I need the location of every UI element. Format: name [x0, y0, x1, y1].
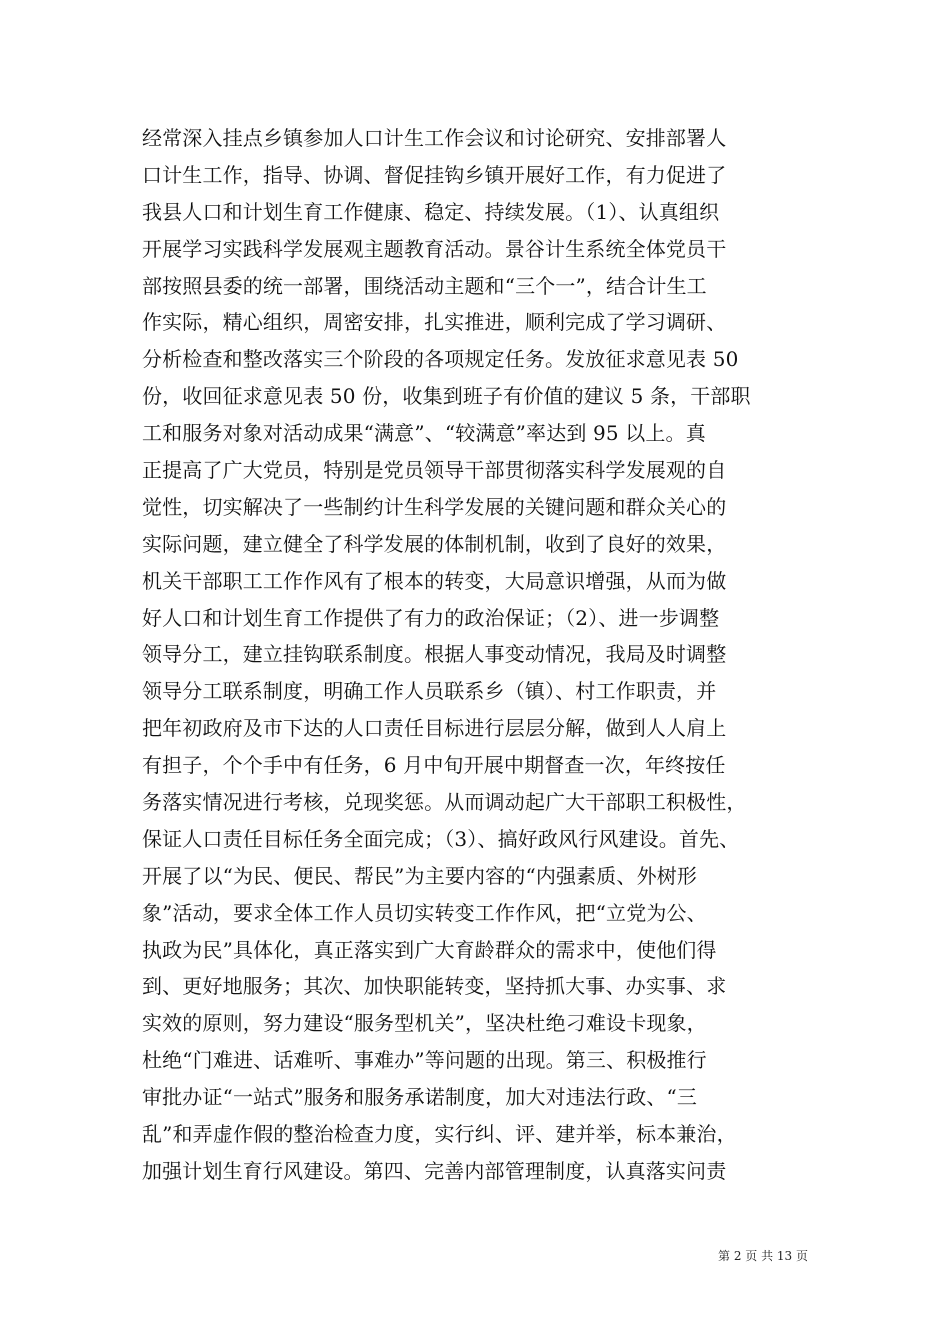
text-line: 口计生工作，指导、协调、督促挂钩乡镇开展好工作，有力促进了	[142, 162, 727, 187]
text-line: 工和服务对象对活动成果“满意”、“较满意”率达到 95 以上。真	[142, 421, 706, 446]
text-line: 务落实情况进行考核，兑现奖惩。从而调动起广大干部职工积极性，	[142, 790, 747, 815]
text-line: 领导分工，建立挂钩联系制度。根据人事变动情况，我局及时调整	[142, 642, 727, 667]
text-line: 部按照县委的统一部署，围绕活动主题和“三个一”，结合计生工	[142, 273, 707, 298]
text-line: 分析检查和整改落实三个阶段的各项规定任务。发放征求意见表 50	[142, 347, 739, 372]
body-text	[142, 120, 822, 1190]
text-line: 有担子，个个手中有任务，6 月中旬开展中期督查一次，年终按任	[142, 753, 726, 778]
text-line: 作实际，精心组织，周密安排，扎实推进，顺利完成了学习调研、	[142, 310, 727, 335]
text-line: 我县人口和计划生育工作健康、稳定、持续发展。（1）、认真组织	[142, 199, 720, 224]
text-line: 开展学习实践科学发展观主题教育活动。景谷计生系统全体党员干	[142, 236, 727, 261]
text-line: 领导分工联系制度，明确工作人员联系乡（镇）、村工作职责，并	[142, 679, 717, 704]
text-line: 到、更好地服务；其次、加快职能转变，坚持抓大事、办实事、求	[142, 974, 727, 999]
text-line: 保证人口责任目标任务全面完成；（3）、搞好政风行风建设。首先、	[142, 826, 740, 851]
text-line: 觉性，切实解决了一些制约计生科学发展的关键问题和群众关心的	[142, 494, 727, 519]
text-line: 杜绝“门难进、话难听、事难办”等问题的出现。第三、积极推行	[142, 1048, 707, 1073]
text-line: 好人口和计划生育工作提供了有力的政治保证；（2）、进一步调整	[142, 605, 720, 630]
text-line: 把年初政府及市下达的人口责任目标进行层层分解，做到人人肩上	[142, 716, 727, 741]
page-number-footer: 第 2 页 共 13 页	[718, 1249, 808, 1263]
text-line: 机关干部职工工作作风有了根本的转变，大局意识增强，从而为做	[142, 568, 727, 593]
text-line: 开展了以“为民、便民、帮民”为主要内容的“内强素质、外树形	[142, 863, 698, 888]
text-line: 执政为民”具体化，真正落实到广大育龄群众的需求中，使他们得	[142, 937, 717, 962]
text-line: 象”活动，要求全体工作人员切实转变工作作风，把“立党为公、	[142, 900, 707, 925]
text-line: 正提高了广大党员，特别是党员领导干部贯彻落实科学发展观的自	[142, 458, 727, 483]
text-line: 实效的原则，努力建设“服务型机关”，坚决杜绝刁难设卡现象，	[142, 1011, 707, 1036]
text-line: 乱”和弄虚作假的整治检查力度，实行纠、评、建并举，标本兼治，	[142, 1122, 737, 1147]
text-line: 份，收回征求意见表 50 份，收集到班子有价值的建议 5 条，干部职	[142, 384, 751, 409]
text-line: 经常深入挂点乡镇参加人口计生工作会议和讨论研究、安排部署人	[142, 126, 727, 150]
text-line: 审批办证“一站式”服务和服务承诺制度，加大对违法行政、“三	[142, 1085, 698, 1110]
text-line: 实际问题，建立健全了科学发展的体制机制，收到了良好的效果，	[142, 531, 727, 556]
text-line: 加强计划生育行风建设。第四、完善内部管理制度，认真落实问责	[142, 1158, 727, 1183]
